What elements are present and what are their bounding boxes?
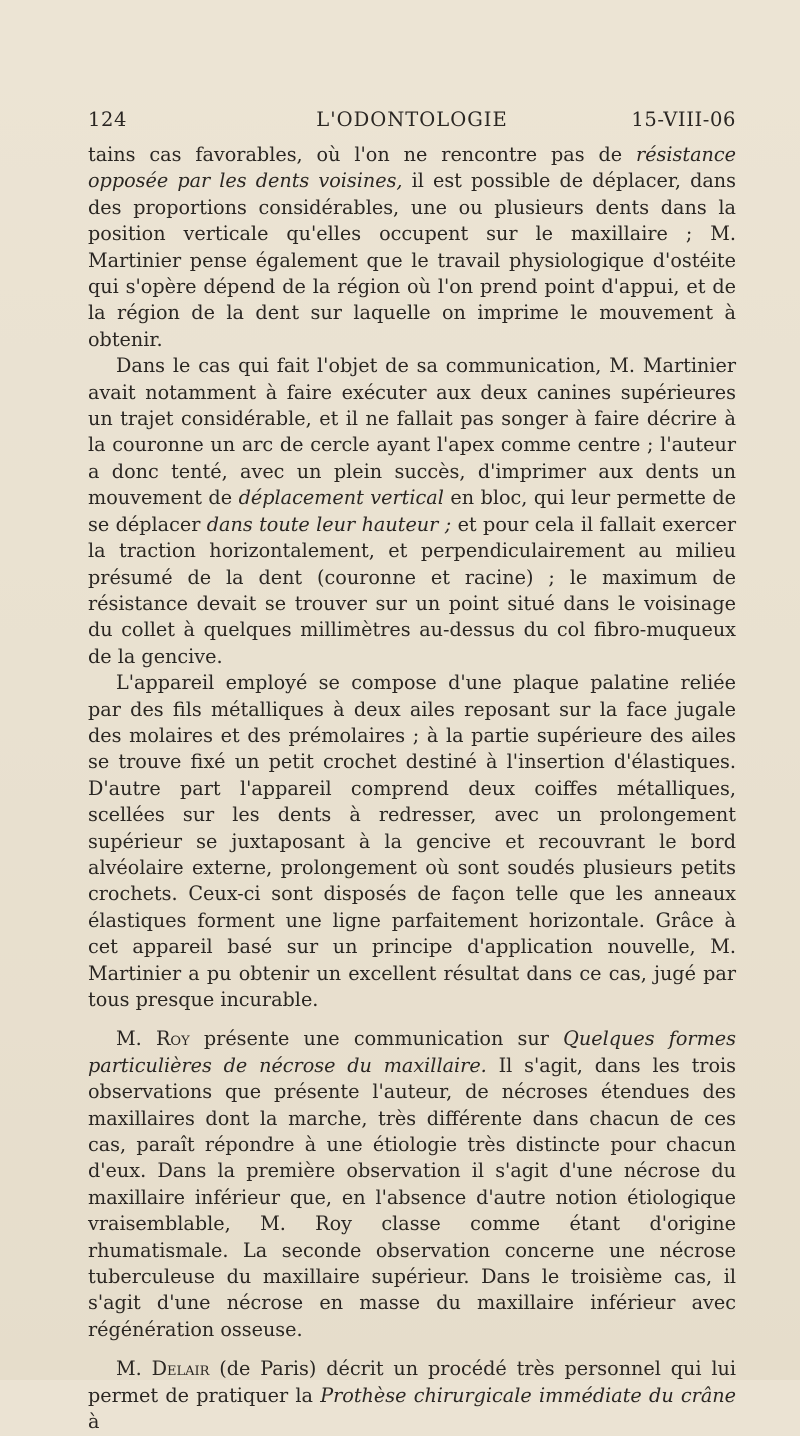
text-run: tains cas favorables, où l'on ne rencontre pas de <box>88 143 637 166</box>
body-text <box>88 142 736 1436</box>
text-run: en bloc, qui leur permette de se déplacer <box>88 486 736 536</box>
text-run: Il s'agit, dans les trois observations que présente l'auteur, de nécroses étendues des maxillaires dont la marche, très différente dans chacun de ces cas, paraît répondre à une étiologie très distincte pour chacun d'eux. Dans la première observation il s'agit d'une nécrose du maxillaire inférieur que, en l'absence d'autre notion étiologique vraisemblable, M. Roy classe comme étant d'origine rhumatismale. La seconde observation concerne une nécrose tuberculeuse du maxillaire supérieur. Dans le troisième cas, il s'agit d'une nécrose en masse du maxillaire inférieur avec régénération osseuse. <box>88 1053 736 1341</box>
author-name-delair: Delair <box>151 1357 210 1381</box>
text-run: Dans le cas qui fait l'objet de sa communication, M. Martinier avait notamment à faire exécuter aux deux canines supérieures un trajet considérable, et il ne fallait pas songer à faire décrire à la couronne un arc de cercle ayant l'apex comme centre ; l'auteur a donc tenté, avec un plein succès, d'imprimer aux dents un mouvement de <box>88 354 736 510</box>
text-run: il est possible de déplacer, dans des proportions considérables, une ou plusieurs dents dans la position verticale qu'elles occupent sur le maxillaire ; M. Martinier pense également que le travail physiologique d'ostéite qui s'opère dépend de la région où l'on prend point d'appui, et de la région de la dent sur laquelle on imprime le mouvement à obtenir. <box>88 169 736 351</box>
paragraph-martinier-case <box>88 353 736 670</box>
paragraph-appareil <box>88 670 736 1013</box>
page-number: 124 <box>88 108 128 131</box>
italic-run: Quelques formes particulières de nécrose du maxillaire. <box>88 1027 736 1077</box>
italic-run: Prothèse chirurgicale immédiate du crâne <box>320 1383 736 1407</box>
issue-date: 15-VIII-06 <box>631 108 736 131</box>
paragraph-delair <box>88 1356 736 1435</box>
paragraph-continued <box>88 142 736 353</box>
text-run: à <box>88 1410 100 1434</box>
text-run: M. <box>116 1357 152 1381</box>
text-run: (de Paris) décrit un procédé très personnel qui lui permet de pratiquer la <box>88 1357 736 1407</box>
text-run: présente une communication sur <box>189 1027 564 1051</box>
italic-run: déplacement vertical <box>238 486 444 510</box>
text-run: L'appareil employé se compose d'une plaque palatine reliée par des fils métalliques à deux ailes reposant sur la face jugale des molaires et des prémolaires ; à la partie supérieure des ailes se trouve fixé un petit crochet destiné à l'insertion d'élastiques. D'autre part l'appareil comprend deux coiffes métalliques, scellées sur les dents à redresser, avec un prolongement supérieur se juxtaposant à la gencive et recouvrant le bord alvéolaire externe, prolongement où sont soudés plusieurs petits crochets. Ceux-ci sont disposés de façon telle que les anneaux élastiques forment une ligne parfaitement horizontale. Grâce à cet appareil basé sur un principe d'application nouvelle, M. Martinier a pu obtenir un excellent résultat dans ce cas, jugé par tous presque incurable. <box>88 671 736 1011</box>
paragraph-roy <box>88 1026 736 1343</box>
text-run: M. <box>116 1027 156 1051</box>
running-header <box>88 108 736 138</box>
text-run: et pour cela il fallait exercer la traction horizontalement, et perpendiculairement au milieu présumé de la dent (couronne et racine) ; le maximum de résistance devait se trouver sur un point situé dans le voisinage du collet à quelques millimètres au-dessus du col fibro-muqueux de la gencive. <box>88 512 736 668</box>
italic-run: résistance opposée par les dents voisines, <box>88 143 736 193</box>
author-name-roy: Roy <box>155 1027 190 1051</box>
italic-run: dans toute leur hauteur ; <box>206 512 452 536</box>
journal-title: L'ODONTOLOGIE <box>316 108 508 131</box>
